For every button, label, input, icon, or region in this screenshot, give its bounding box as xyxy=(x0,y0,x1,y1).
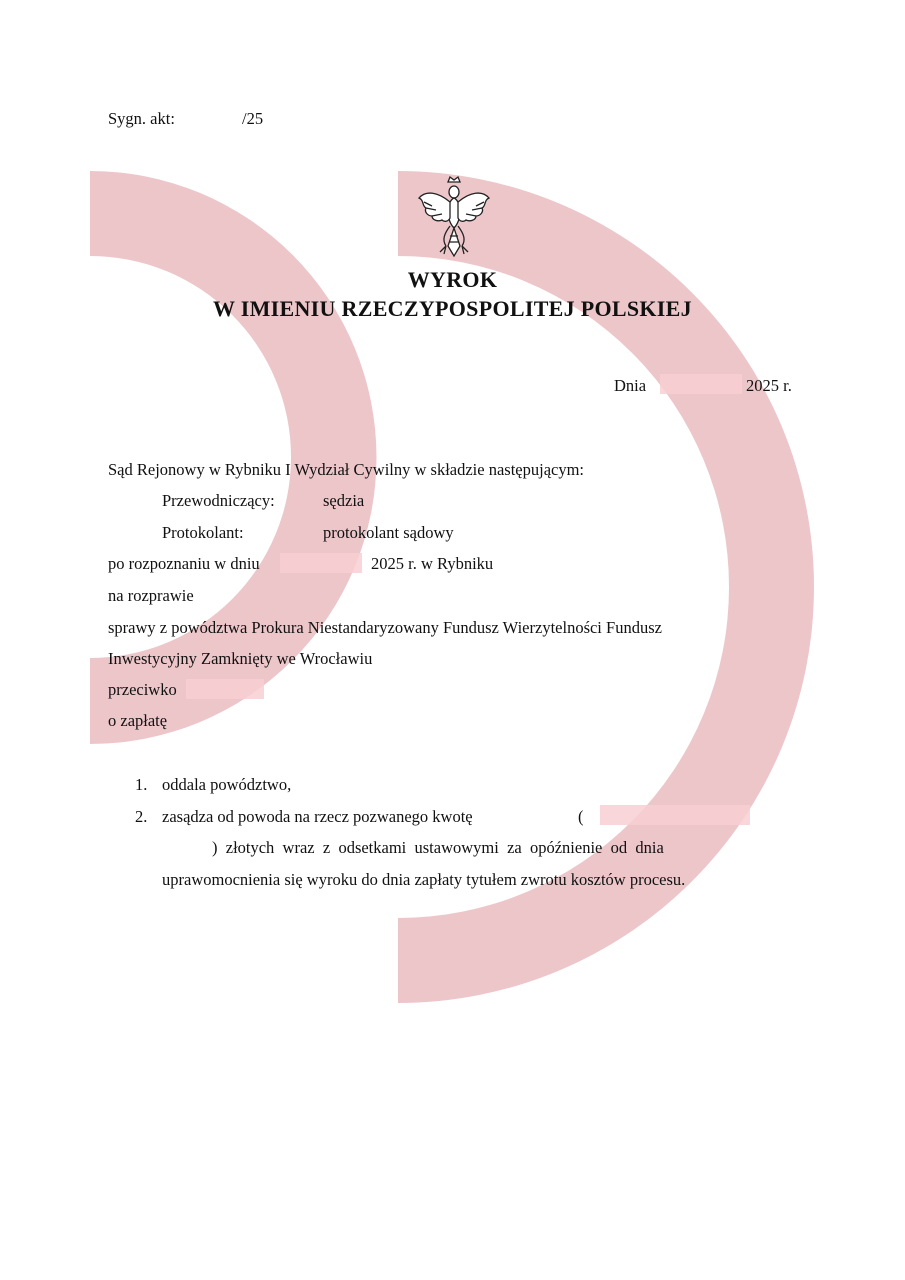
polish-eagle-emblem-icon xyxy=(416,174,492,260)
case-subject: o zapłatę xyxy=(108,711,168,730)
item-2-line-2: ) złotych wraz z odsetkami ustawowymi za opóźnienie od dnia xyxy=(212,838,664,857)
page-title: WYROK xyxy=(407,267,498,292)
hearing-suffix: 2025 r. w Rybniku xyxy=(371,554,494,573)
court-line: Sąd Rejonowy w Rybniku I Wydział Cywilny w składzie następującym: xyxy=(108,460,585,479)
date-label: Dnia xyxy=(614,376,647,395)
redacted-defendant xyxy=(186,679,264,699)
redacted-date xyxy=(660,374,742,394)
item-1-text: oddala powództwo, xyxy=(162,775,292,794)
redacted-hearing-date xyxy=(280,553,362,573)
clerk-label: Protokolant: xyxy=(162,523,244,542)
case-signature xyxy=(108,109,175,129)
date-year: 2025 r. xyxy=(746,376,792,395)
item-2-line-3: uprawomocnienia się wyroku do dnia zapłaty tytułem zwrotu kosztów procesu. xyxy=(162,870,686,889)
chair-value: sędzia xyxy=(323,491,365,510)
item-2-paren-open: ( xyxy=(578,807,584,826)
chair-label: Przewodniczący: xyxy=(162,491,275,510)
item-1-number: 1. xyxy=(135,775,148,794)
case-line-2: Inwestycyjny Zamknięty we Wrocławiu xyxy=(108,649,373,668)
signature-label: Sygn. akt: xyxy=(108,109,175,128)
redacted-amount-words xyxy=(600,805,750,825)
item-2-text: zasądza od powoda na rzecz pozwanego kwotę xyxy=(162,807,473,826)
item-2-number: 2. xyxy=(135,807,148,826)
session-type: na rozprawie xyxy=(108,586,194,605)
signature-number: /25 xyxy=(242,109,264,128)
page-subtitle: W IMIENIU RZECZYPOSPOLITEJ POLSKIEJ xyxy=(213,296,692,321)
case-line-1: sprawy z powództwa Prokura Niestandaryzowany Fundusz Wierzytelności Fundusz xyxy=(108,618,662,637)
clerk-value: protokolant sądowy xyxy=(323,523,454,542)
hearing-prefix: po rozpoznaniu w dniu xyxy=(108,554,260,573)
against-label: przeciwko xyxy=(108,680,177,699)
